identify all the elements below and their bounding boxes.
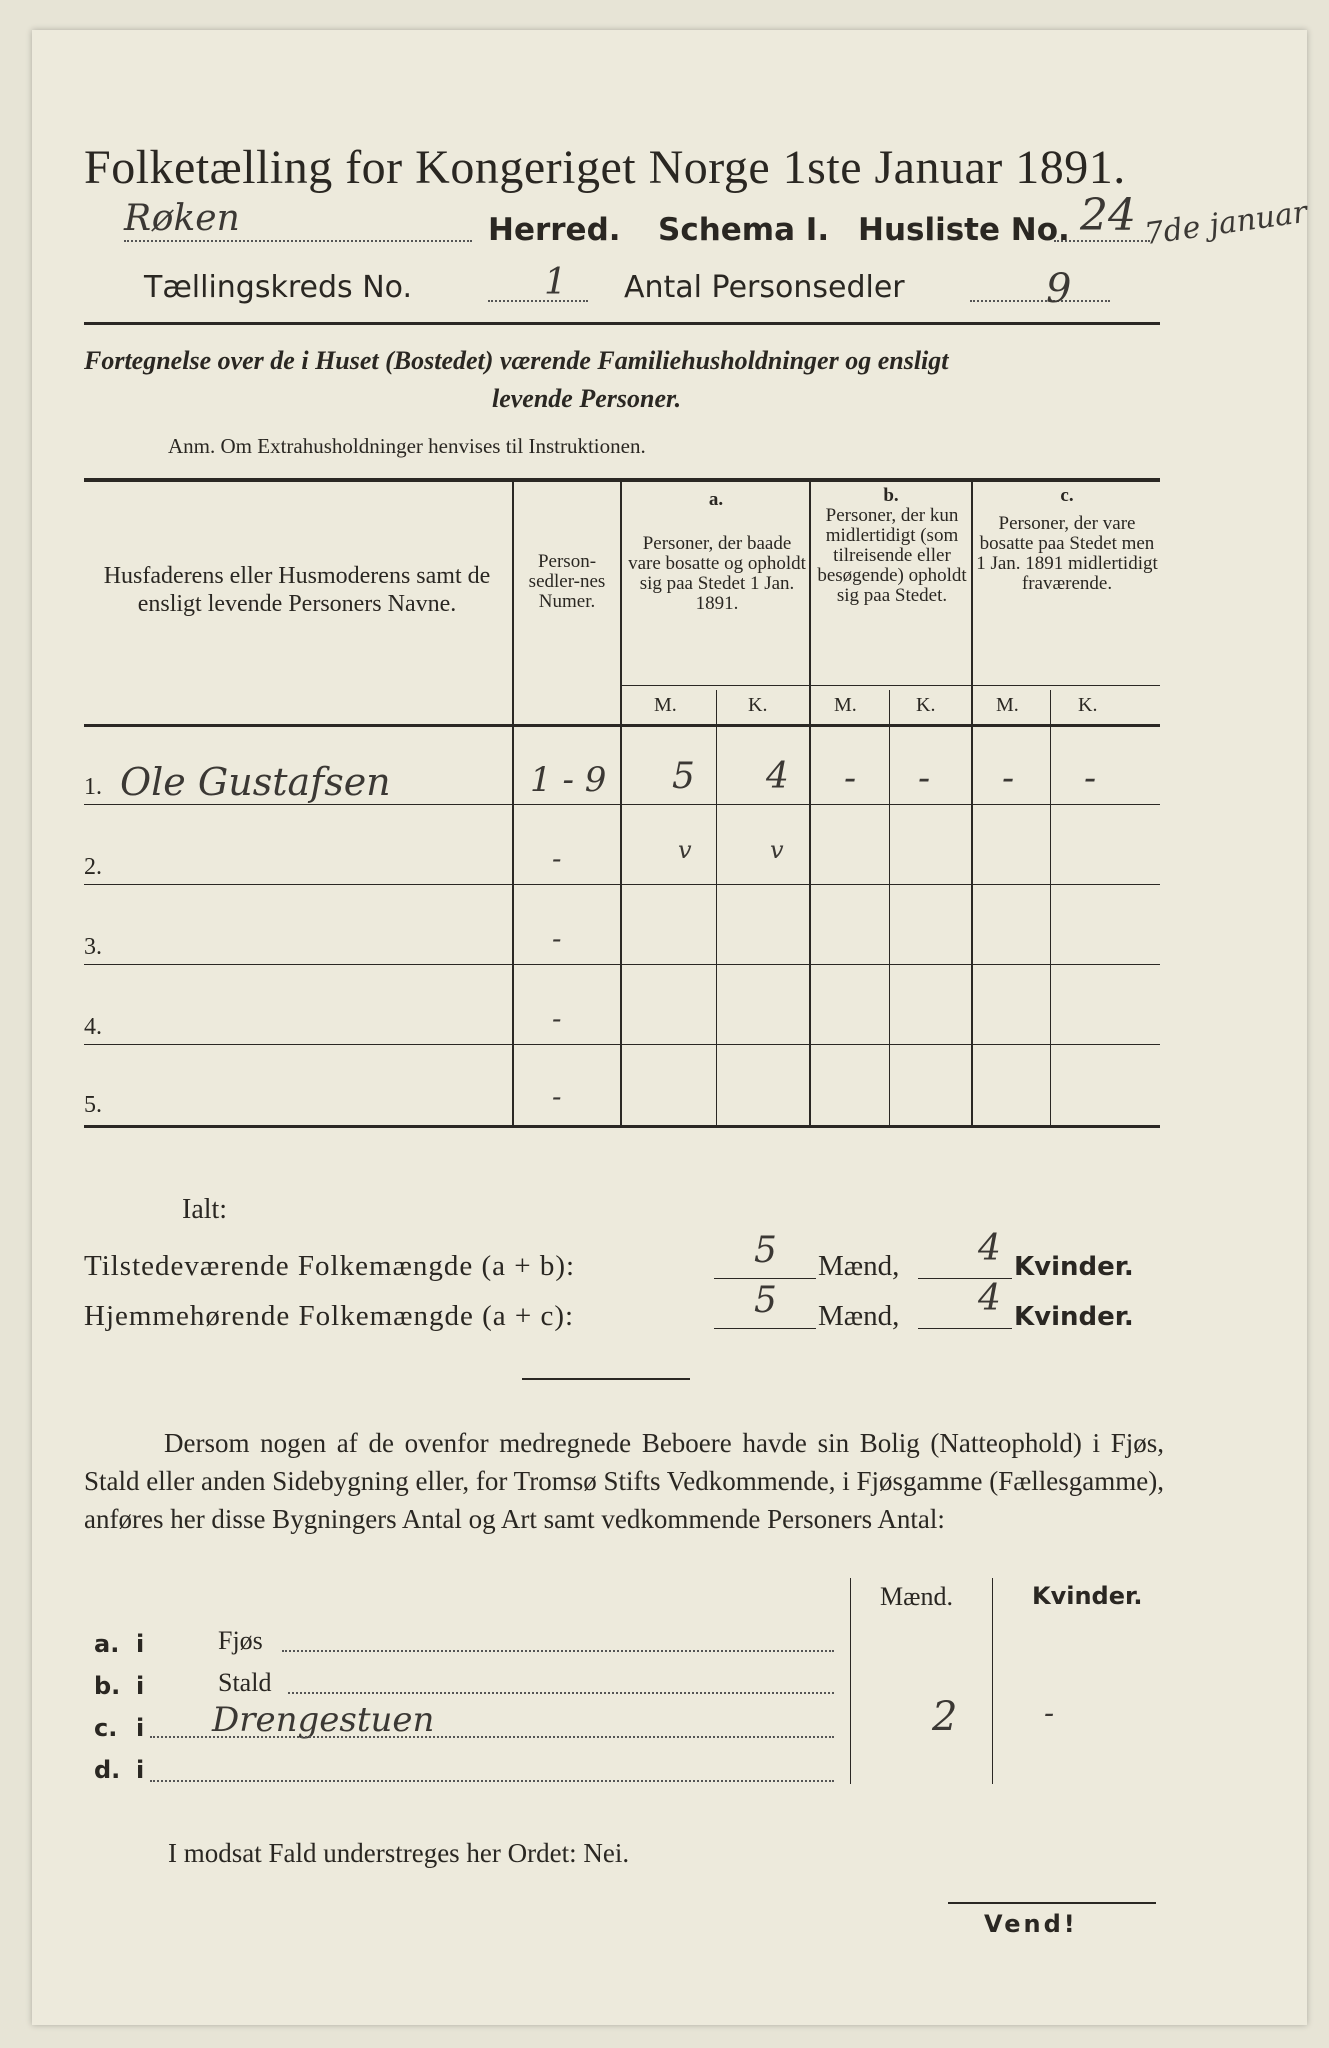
col-header-b: Personer, der kun midlertidigt (som tilreisende eller besøgende) opholdt sig paa Stedet. <box>817 505 967 606</box>
row-1-c-k: - <box>1084 758 1097 799</box>
row-number-5: 5. <box>84 1092 102 1118</box>
row-4-number: - <box>552 1002 562 1035</box>
row-number-1: 1. <box>84 774 102 800</box>
row-1-b-m: - <box>844 758 857 799</box>
building-b-label: Stald <box>218 1668 272 1697</box>
building-d-i: i <box>136 1756 145 1784</box>
personsedler-dots <box>970 300 1110 302</box>
building-c-kvinder: - <box>1044 1696 1055 1731</box>
husliste-value: 24 <box>1080 190 1136 241</box>
row-3-number: - <box>552 922 562 955</box>
hjem-maend: Mænd, <box>818 1300 900 1332</box>
col-divider-b-mk <box>889 690 890 1125</box>
row-rule-2 <box>84 884 1160 885</box>
row-number-4: 4. <box>84 1014 102 1040</box>
row-rule-1 <box>84 804 1160 805</box>
building-a-dots <box>282 1650 834 1652</box>
building-b-letter: b. <box>94 1672 121 1700</box>
kreds-value: 1 <box>544 262 567 303</box>
tilstedevaerende-label: Tilstedeværende Folkemængde (a + b): <box>84 1250 576 1282</box>
row-2-number: - <box>552 842 562 875</box>
header-c-m: M. <box>996 694 1019 716</box>
buildings-divider-1 <box>850 1578 851 1784</box>
row-rule-4 <box>84 1044 1160 1045</box>
tilst-k-value: 4 <box>978 1228 1001 1269</box>
building-b-dots <box>288 1692 834 1694</box>
hjem-m-line <box>714 1328 816 1329</box>
tilst-maend: Mænd, <box>818 1250 900 1282</box>
building-c-i: i <box>136 1714 145 1742</box>
building-c-letter: c. <box>94 1714 118 1742</box>
header-b-k: K. <box>916 694 936 716</box>
subtitle-line-2: levende Personer. <box>492 384 682 413</box>
census-form-page <box>32 30 1310 2025</box>
header-c-k: K. <box>1078 694 1098 716</box>
building-a-i: i <box>136 1630 145 1658</box>
col-header-c: Personer, der vare bosatte paa Stedet men 1 Jan. 1891 midlertidigt fraværende. <box>976 513 1158 594</box>
buildings-paragraph: Dersom nogen af de ovenfor medregnede Beboere havde sin Bolig (Natteophold) i Fjøs, Stald eller anden Sidebygning eller, for Tromsø Stifts Vedkommende, i Fjøsgamme (Fællesgamme), anføres her disse Bygningers Antal og Art samt vedkommende Personers Antal: <box>84 1428 1164 1534</box>
col-header-number: Person-sedler-nes Numer. <box>528 551 606 612</box>
header-b-m: M. <box>834 694 857 716</box>
table-top-rule <box>84 478 1160 482</box>
row-rule-3 <box>84 964 1160 965</box>
vend-rule <box>948 1902 1156 1904</box>
kreds-dots <box>488 300 588 302</box>
row-number-2: 2. <box>84 854 102 880</box>
hjem-kvinder: Kvinder. <box>1014 1302 1134 1332</box>
col-header-a-letter: a. <box>708 489 724 510</box>
row-1-name: Ole Gustafsen <box>120 760 391 804</box>
buildings-col-kvinder: Kvinder. <box>1032 1582 1143 1610</box>
hjem-k-value: 4 <box>978 1278 1001 1319</box>
tilst-m-line <box>714 1278 816 1279</box>
row-number-3: 3. <box>84 934 102 960</box>
col-divider-a-mk <box>716 690 717 1125</box>
mk-subheader-rule <box>621 685 1160 686</box>
row-5-number: - <box>552 1080 562 1113</box>
hjemmehorende-label: Hjemmehørende Folkemængde (a + c): <box>84 1300 575 1332</box>
row-1-b-k: - <box>918 758 931 799</box>
col-header-c-letter: c. <box>1060 485 1074 506</box>
tilst-m-value: 5 <box>754 1230 777 1271</box>
herred-label: Herred. <box>488 212 621 248</box>
row-2-a-k: v <box>770 836 784 864</box>
hjem-m-value: 5 <box>754 1280 777 1321</box>
header-a-k: K. <box>748 694 768 716</box>
form-title: Folketælling for Kongeriget Norge 1ste Januar 1891. <box>84 141 1126 194</box>
ialt-label: Ialt: <box>182 1194 228 1225</box>
nei-instruction: I modsat Fald understreges her Ordet: Nei. <box>168 1838 630 1868</box>
table-header-rule <box>84 724 1160 727</box>
kreds-label: Tællingskreds No. <box>144 270 412 305</box>
building-c-dots <box>150 1736 834 1738</box>
anm-note: Anm. Om Extrahusholdninger henvises til Instruktionen. <box>168 434 646 458</box>
building-c-maend: 2 <box>932 1694 958 1740</box>
building-c-label: Drengestuen <box>212 1700 435 1740</box>
row-1-a-m: 5 <box>672 756 695 797</box>
tilst-kvinder: Kvinder. <box>1014 1252 1134 1282</box>
col-divider-c-mk <box>1050 690 1051 1125</box>
building-a-label: Fjøs <box>218 1626 263 1655</box>
header-rule <box>84 322 1160 325</box>
building-d-dots <box>150 1780 834 1782</box>
building-b-i: i <box>136 1672 145 1700</box>
table-bottom-rule <box>84 1125 1160 1128</box>
building-d-letter: d. <box>94 1756 121 1784</box>
subtitle-line-1: Fortegnelse over de i Huset (Bostedet) værende Familiehusholdninger og ensligt <box>84 346 949 375</box>
husliste-label: Husliste No. <box>858 212 1070 248</box>
buildings-divider-2 <box>992 1578 993 1784</box>
buildings-col-maend: Mænd. <box>880 1582 953 1611</box>
building-a-letter: a. <box>94 1630 120 1658</box>
row-1-number: 1 - 9 <box>530 760 607 800</box>
schema-label: Schema I. <box>658 212 830 248</box>
row-1-c-m: - <box>1002 758 1015 799</box>
herred-value: Røken <box>124 198 240 239</box>
row-2-a-m: v <box>678 836 692 864</box>
header-a-m: M. <box>654 694 677 716</box>
hjem-k-line <box>918 1328 1012 1329</box>
personsedler-value: 9 <box>1046 266 1072 312</box>
row-1-a-k: 4 <box>766 756 789 797</box>
personsedler-label: Antal Personsedler <box>624 270 905 305</box>
col-header-names: Husfaderens eller Husmoderens samt de ensligt levende Personers Navne. <box>103 563 491 617</box>
col-header-b-letter: b. <box>883 485 899 506</box>
husliste-note: 7de januar <box>1142 194 1310 253</box>
col-header-a: Personer, der baade vare bosatte og opholdt sig paa Stedet 1 Jan. 1891. <box>628 533 806 614</box>
section-divider <box>522 1378 690 1380</box>
vend-label: Vend! <box>984 1910 1078 1938</box>
herred-dots <box>124 240 472 242</box>
